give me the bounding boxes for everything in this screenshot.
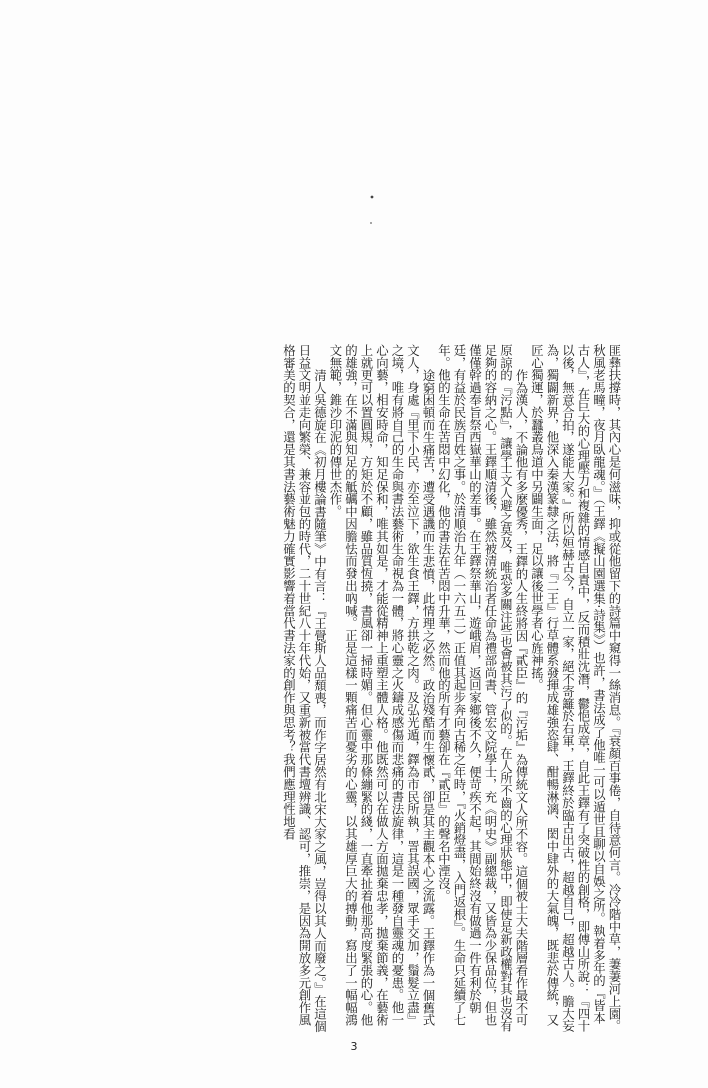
paragraph-1: 匪彝扶撐時，其內心是何滋味，抑或從他留下的詩篇中窺得一絲消息。『衰顏百事倦，自待意何言。冷冷階中草，萋萋河上園。秋風老馬疃，夜月臥龍魂。』（王鐸《擬山園選集‧詩集》）也許，書法成了他唯一可以遁世且聊以自娛之所。執着多年的『皆本古人』，在巨大的心理壓力和複雜的情感自責中，反而積壯沈潛，鬱悒成章，自此王鐸有了突破性的創格，即傅山所說：『四十以後，無意合拍，遂能大家。』所以姮赫古今，自立一家，絕不寄籬於右軍，王鐸終於臨古出古，超越自己，超越古人。膽大妄為，獨闢新界，他深入秦漢篆隸之法，將『二王』行草體系發揮成雄強恣肆、酣暢淋漓、閎中肆外的大氣魄，既悲於傳統，又匠心獨運，於蠶叢鳥道中另闢生面，足以讓後世學者心旌神搖。: [529, 344, 622, 1033]
vertical-text-column: [86, 344, 622, 1034]
page-number: 3: [350, 1040, 358, 1053]
paragraph-4: 清人吳德旋在《初月樓論書隨筆》中有言：『王覺斯人品頹喪，而作字居然有北宋大家之風，豈得以其人而廢之。』在這個日益文明並走向繁榮、兼容並包的時代，二十世紀八十年代始，又重新被當代書壇辨識、認可，推崇，是因為開放多元創作風格審美的契合，還是其書法藝術魅力確實影響着當代書法家的創作與思考？我們應理性地看: [281, 344, 328, 1033]
paragraph-2: 作為漢人，不論他有多麼優秀，王鐸的人生終將因『貳臣』的『污垢』為傳統文人所不容。這個被士大夫階層看作最不可原諒的『污點』，讓學士文人避之莫及，唯恐多關注些也會被其污了似的。在人所不齒的心理狀態中，即使是新政權對其也沒有足夠的容納之心。王鐸順清後，雖然被清統治者任命為禮部尚書、管宏文院學士，充《明史》副總裁，又皆為少保品位，但也僅僅幹過奉旨祭西嶽華山的差事。在王鐸祭華山，遊峨眉，返回家鄉後不久，便苛疾不起，其間始終沒有做過一件有利於朝廷，有益於民族百姓之事。於清順治九年（一六五二）正值其起步奔向古稀之年時，『火銷燈盡，入門返根』。生命只延續了七年。他的生命在苦悶中幻化，他的書法在苦悶中升華，然而他的所有才藝卻在『貳臣』的聲名中湮沒。: [436, 344, 529, 1033]
paragraph-3: 途窮困頓而生痛苦，遭受遇譏而生悲憤，此情理之必然。政治殘酷而生懷貳，卻是其主觀本心之流露。王鐸作為一個舊式文人，身處『里下小民，亦至泣下，欲生食王鐸，方拱乾之肉。及弘光遁，鐸為市民所執，詈其誤國，眾手交加，鬚髮立盡』之境，唯有將自己的生命與書法藝術生命視為一體，將心靈之火鑄成感傷而悲痛的書法旋律，這是一種發自靈魂的憂患。他一心向藝，相安時命，知足保和，唯其如是，才能從精神上重塑主體人格。他既然可以在做人方面拋棄忠孝，拋棄節義，在藝術上就更可以置圓規，方矩於不顧，雖品質恆撓，書風卻一掃時媚。但心靈中那條繃緊的綫，一直牽扯着他那高度緊張的心。他的雄強，在不滿與知足的觝礪中因膽怯而發出吶喊。正是這樣一顆痛苦而憂劣的心靈，以其雄厚巨大的搏動，寫出了一幅幅鴻文無範，錐沙印泥的傳世杰作。: [328, 344, 436, 1026]
